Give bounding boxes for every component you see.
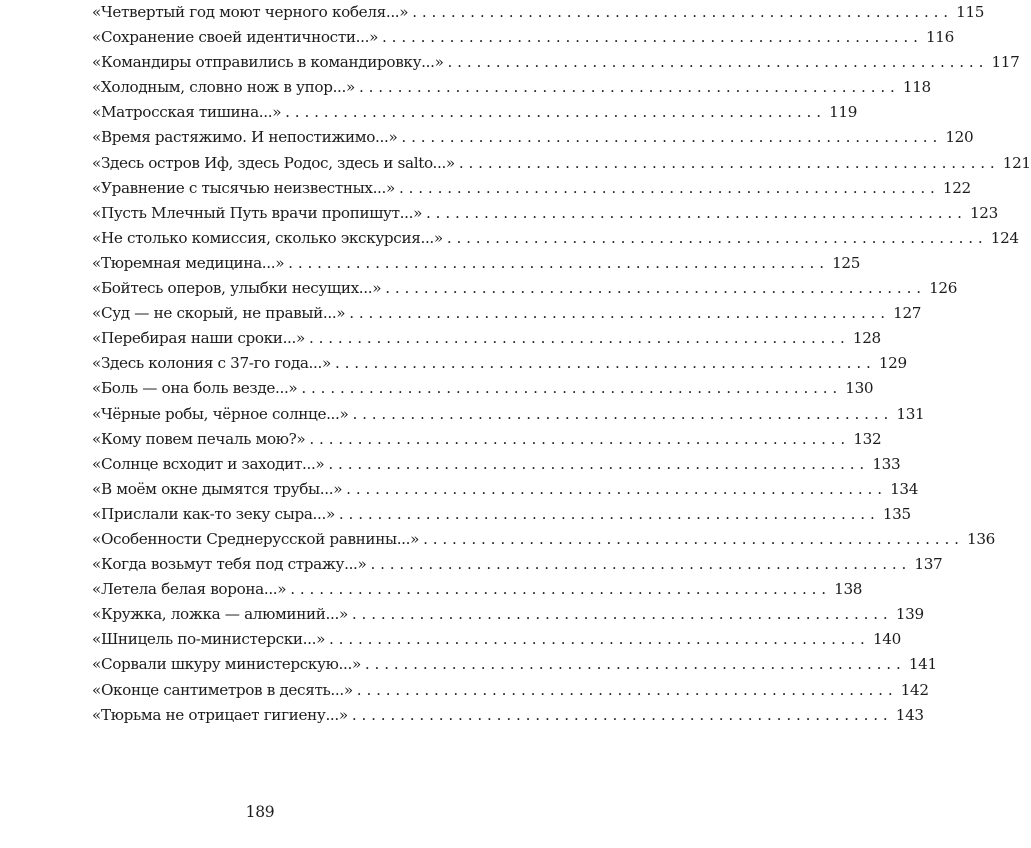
toc-entry-page: 141 [908,655,937,674]
dot-leader [353,678,895,703]
toc-entry-title: «Прислали как-то зеку сыра...» [92,504,335,523]
toc-entry-page: 143 [895,705,924,724]
toc-entry-page: 130 [845,379,874,398]
toc-entry-page: 136 [967,529,995,548]
toc-entry [92,376,874,401]
dot-leader [381,276,923,301]
toc-entry-page: 126 [929,279,958,298]
toc-entry [92,602,924,627]
toc-entry-title: «Уравнение с тысячью неизвестных...» [92,178,395,197]
toc-entry [92,552,943,577]
toc-entry [92,652,937,677]
dot-leader [348,703,890,728]
toc-entry-title: «Шницель по-министерски...» [92,630,326,649]
dot-leader [297,376,839,401]
toc-entry-title: «Тюрьма не отрицает гигиену...» [92,705,348,724]
toc-entry-page: 131 [896,404,925,423]
page-number: 189 [245,803,275,821]
dot-leader [335,502,877,527]
toc-entry-title: «В моём окне дымятся трубы...» [92,479,343,498]
dot-leader [281,100,823,125]
toc-entry [92,627,901,652]
toc-entry-title: «Время растяжимо. И непостижимо...» [92,128,398,147]
toc-entry [92,151,1031,176]
toc-entry-page: 142 [900,680,929,699]
toc-entry [92,75,931,100]
toc-entry-page: 137 [914,555,943,574]
toc-entry-page: 123 [969,203,998,222]
toc-entry [92,527,995,552]
toc-entry-page: 116 [925,28,954,47]
toc-entry [92,351,907,376]
toc-entry-page: 134 [890,479,919,498]
dot-leader [378,25,920,50]
toc-entry-page: 120 [945,128,974,147]
toc-entry-title: «Командиры отправились в командировку...» [92,53,444,72]
toc-entry-page: 122 [942,178,971,197]
toc-entry-page: 125 [832,253,861,272]
toc-entry [92,125,974,150]
toc-entry [92,25,954,50]
toc-entry-title: «Не столько комиссия, сколько экскурсия...» [92,228,443,247]
toc-entry-page: 115 [956,3,985,21]
toc-entry-title: «Летела белая ворона...» [92,580,287,599]
toc-entry [92,301,922,326]
toc-entry [92,176,971,201]
toc-entry-page: 135 [882,504,911,523]
toc-entry [92,276,958,301]
toc-entry-title: «Суд — не скорый, не правый...» [92,304,346,323]
toc-entry-title: «Сорвали шкуру министерскую...» [92,655,361,674]
toc-entry-title: «Бойтесь оперов, улыбки несущих...» [92,279,382,298]
toc-entry-title: «Матросская тишина...» [92,103,282,122]
dot-leader [284,251,826,276]
toc-entry [92,50,1020,75]
toc-entry-title: «Боль — она боль везде...» [92,379,298,398]
toc-entry-title: «Чёрные робы, чёрное солнце...» [92,404,349,423]
toc-entry-page: 128 [852,329,881,348]
toc-entry [92,452,901,477]
toc-entry [92,577,863,602]
toc-entry-title: «Кружка, ложка — алюминий...» [92,605,348,624]
dot-leader [395,176,937,201]
toc-entry [92,226,1019,251]
table-of-contents [92,0,1031,728]
dot-leader [361,652,903,677]
dot-leader [455,151,997,176]
dot-leader [286,577,828,602]
toc-entry [92,201,998,226]
dot-leader [348,602,890,627]
dot-leader [331,351,873,376]
toc-entry [92,0,985,25]
toc-entry-title: «Когда возьмут тебя под стражу...» [92,555,367,574]
toc-entry-title: «Холодным, словно нож в упор...» [92,78,355,97]
toc-entry-title: «Здесь колония с 37-го года...» [92,354,331,373]
toc-entry-page: 139 [895,605,924,624]
dot-leader [419,527,961,552]
dot-leader [355,75,897,100]
dot-leader [342,477,884,502]
dot-leader [397,125,939,150]
dot-leader [324,452,866,477]
toc-entry [92,402,925,427]
toc-entry-page: 117 [991,53,1020,72]
dot-leader [305,326,847,351]
toc-entry [92,678,929,703]
toc-entry-title: «Здесь остров Иф, здесь Родос, здесь и salto...» [92,153,455,172]
dot-leader [366,552,908,577]
toc-entry-page: 121 [1002,153,1031,172]
toc-entry [92,427,882,452]
toc-entry-title: «Особенности Среднерусской равнины...» [92,529,420,548]
dot-leader [325,627,867,652]
toc-entry-title: «Кому повем печаль мою?» [92,429,306,448]
toc-entry-page: 119 [829,103,858,122]
dot-leader [345,301,887,326]
toc-entry-title: «Тюремная медицина...» [92,253,285,272]
toc-entry [92,100,858,125]
dot-leader [305,427,847,452]
dot-leader [408,0,950,25]
toc-entry-page: 127 [893,304,922,323]
toc-entry-page: 118 [902,78,931,97]
toc-entry [92,703,924,728]
toc-entry-title: «Оконце сантиметров в десять...» [92,680,353,699]
toc-entry-title: «Перебирая наши сроки...» [92,329,305,348]
toc-entry-title: «Пусть Млечный Путь врачи пропишут...» [92,203,423,222]
dot-leader [348,402,890,427]
dot-leader [444,50,986,75]
toc-entry-title: «Четвертый год моют черного кобеля...» [92,3,409,21]
toc-entry [92,477,919,502]
toc-entry [92,326,881,351]
toc-entry-title: «Солнце всходит и заходит...» [92,454,325,473]
toc-entry-page: 133 [872,454,901,473]
toc-entry-page: 124 [990,228,1019,247]
toc-entry-page: 138 [834,580,863,599]
toc-entry-page: 140 [872,630,901,649]
toc-entry-page: 129 [878,354,907,373]
dot-leader [422,201,964,226]
dot-leader [443,226,985,251]
toc-entry-title: «Сохранение своей идентичности...» [92,28,379,47]
toc-entry [92,502,911,527]
toc-entry-page: 132 [853,429,882,448]
toc-entry [92,251,861,276]
